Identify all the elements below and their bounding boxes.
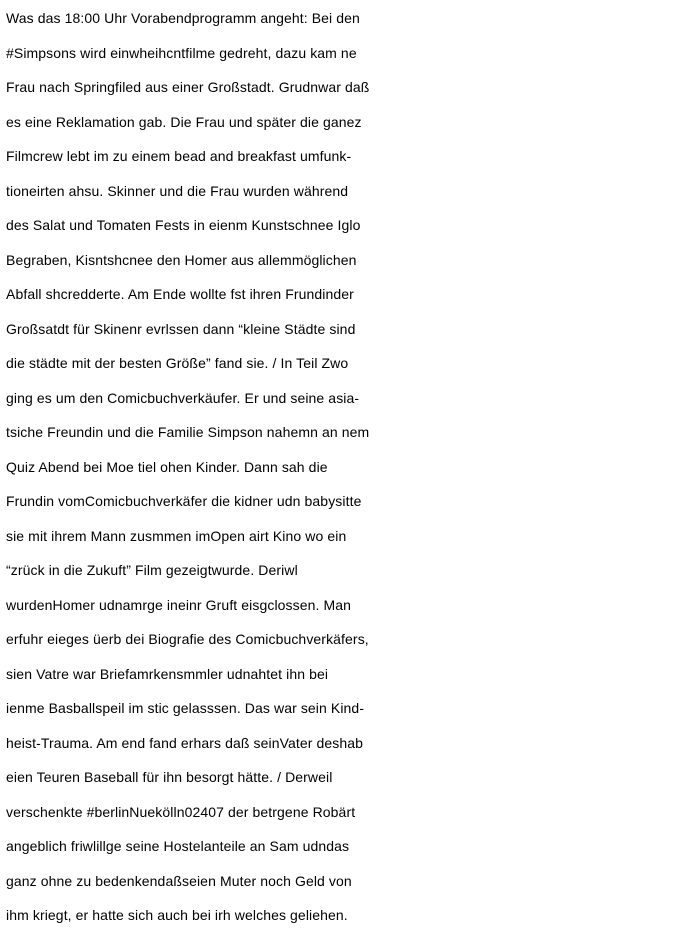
text-line: ganz ohne zu bedenkendaßseien Muter noch Geld von — [6, 872, 352, 889]
text-line: des Salat und Tomaten Fests in eienm Kunstschnee Iglo — [6, 217, 361, 233]
text-line: die städte mit der besten Größe” fand sie. / In Teil Zwo — [6, 355, 349, 371]
text-line: Frundin vomComicbuchverkäfer die kidner udn babysitte — [6, 493, 362, 509]
text-line: tsiche Freundin und die Familie Simpson nahemn an nem — [6, 424, 370, 440]
text-line: ienme Basballspeil im stic gelasssen. Das war sein Kind- — [6, 700, 365, 716]
text-line: angeblich friwlillge seine Hostelanteile an Sam udndas — [6, 838, 350, 854]
text-line: Quiz Abend bei Moe tiel ohen Kinder. Dann sah die — [6, 458, 328, 475]
text-line: ging es um den Comicbuchverkäufer. Er und seine asia- — [6, 389, 360, 406]
text-line: #Simpsons wird einwheihcntfilme gedreht, dazu kam ne — [6, 44, 357, 61]
text-line: Abfall shcredderte. Am Ende wollte fst ihren Frundinder — [6, 286, 354, 302]
text-line: Frau nach Springfiled aus einer Großstadt. Grudnwar daß — [6, 79, 370, 95]
text-line: ihm kriegt, er hatte sich auch bei irh welches geliehen. — [6, 907, 348, 923]
text-line: verschenkte #berlinNuekölln02407 der betrgene Robärt — [6, 803, 356, 820]
text-line: es eine Reklamation gab. Die Frau und später die ganez — [6, 113, 362, 130]
text-line: Was das 18:00 Uhr Vorabendprogramm angeht: Bei den — [6, 10, 360, 26]
text-line: sie mit ihrem Mann zusmmen imOpen airt Kino wo ein — [6, 527, 347, 544]
text-line: eien Teuren Baseball für ihn besorgt hätte. / Derweil — [6, 769, 333, 785]
text-line: sien Vatre war Briefamrkensmmler udnahtet ihn bei — [6, 665, 329, 682]
text-line: Großsatdt für Skinenr evrlssen dann “kleine Städte sind — [6, 320, 356, 337]
text-line: heist-Trauma. Am end fand erhars daß seinVater deshab — [6, 734, 364, 751]
document-page — [6, 1, 682, 933]
text-line: Begraben, Kisntshcnee den Homer aus allemmöglichen — [6, 251, 357, 268]
text-line: wurdenHomer udnamrge ineinr Gruft eisgclossen. Man — [6, 596, 352, 613]
text-line: tioneirten ahsu. Skinner und die Frau wurden während — [6, 182, 349, 199]
text-line: “zrück in die Zukuft” Film gezeigtwurde. Deriwl — [6, 562, 298, 578]
text-line: Filmcrew lebt im zu einem bead and breakfast umfunk- — [6, 148, 352, 164]
text-line: erfuhr eieges üerb dei Biografie des Comicbuchverkäfers, — [6, 631, 369, 647]
